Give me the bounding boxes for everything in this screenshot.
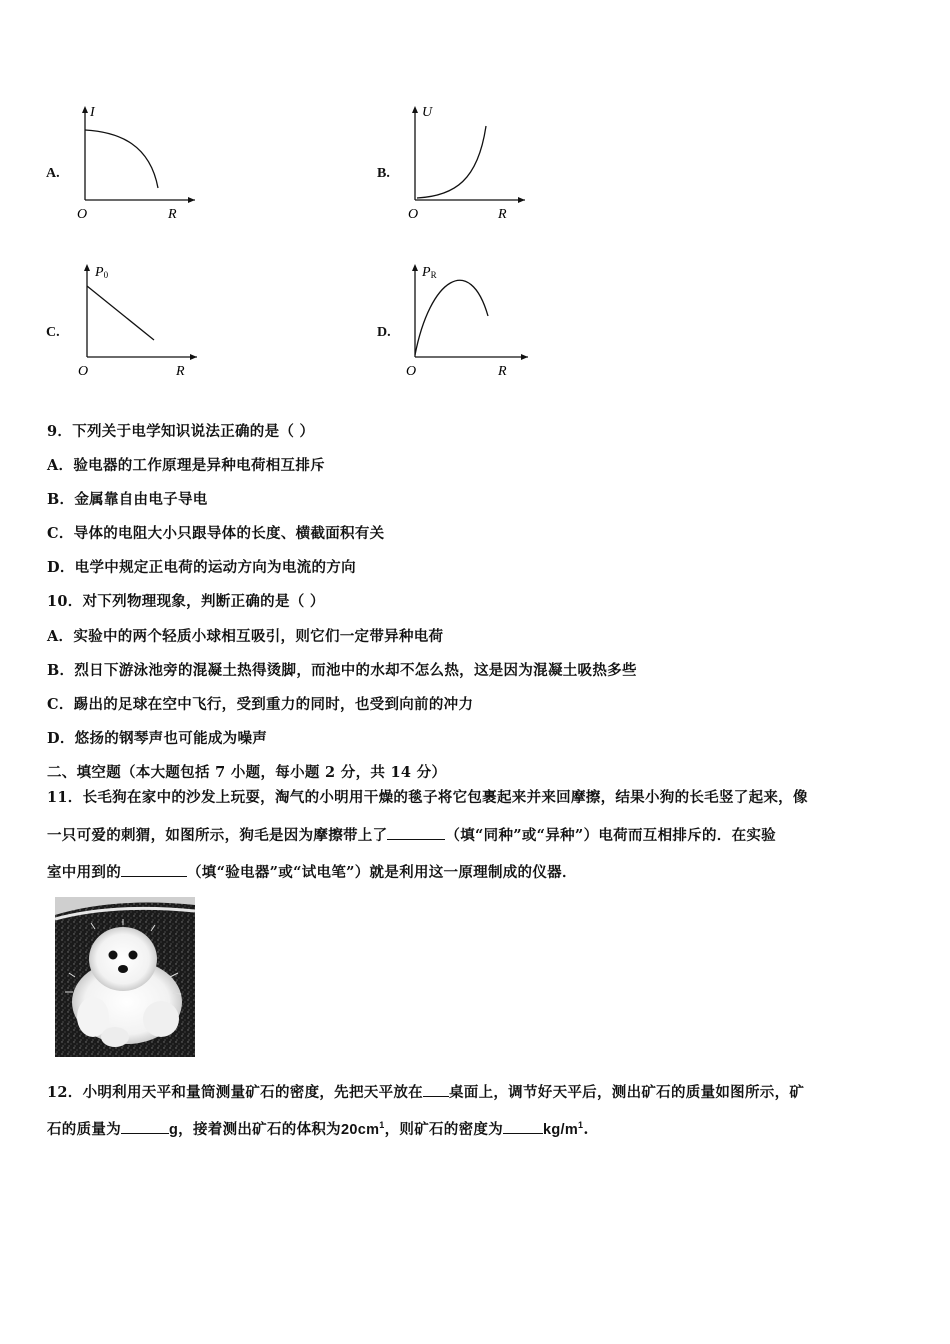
q12-volume: 20cm <box>340 1122 380 1138</box>
graph-a-x-label: R <box>168 207 177 222</box>
fluffy-dog-image <box>55 897 195 1057</box>
q12-line-2a: 石的质量为 <box>47 1121 121 1138</box>
graph-c-origin: O <box>78 364 89 379</box>
q9-option-b: B．金属靠自由电子导电 <box>47 491 208 508</box>
graph-d-svg <box>400 258 540 383</box>
option-a-label: A. <box>46 166 60 181</box>
q12-line-1b: 桌面上，调节好天平后，测出矿石的质量如图所示，矿 <box>448 1084 805 1101</box>
graph-b-y-label: U <box>422 105 433 120</box>
q10-stem: 10．对下列物理现象，判断正确的是（ ） <box>47 593 325 610</box>
graph-b-x-label: R <box>498 207 507 222</box>
graph-c-x-label: R <box>176 364 185 379</box>
graph-a <box>70 100 210 225</box>
q12-blank-3[interactable] <box>503 1119 543 1134</box>
q11-line-3a: 室中用到的 <box>47 864 121 881</box>
q12-line-2 <box>47 1118 589 1139</box>
q12-unit-g: g <box>169 1122 179 1138</box>
q11-blank-2[interactable] <box>121 862 187 877</box>
q9-option-c: C．导体的电阻大小只跟导体的长度、横截面积有关 <box>47 525 385 542</box>
q10-option-d: D．悠扬的钢琴声也可能成为噪声 <box>47 730 268 747</box>
q11-line-3 <box>47 861 577 882</box>
q12-end: . <box>583 1121 589 1138</box>
q11-line-2 <box>47 824 776 845</box>
q9-stem: 9．下列关于电学知识说法正确的是（ ） <box>47 423 315 440</box>
graph-b <box>400 100 540 225</box>
q12-sup-2: 1 <box>578 1120 584 1131</box>
option-b-label: B. <box>377 166 390 181</box>
graph-c-y-label: P0 <box>95 265 109 280</box>
q12-line-1 <box>47 1081 804 1102</box>
graph-c-svg <box>72 258 212 383</box>
graph-d-x-label: R <box>498 364 507 379</box>
q9-option-d: D．电学中规定正电荷的运动方向为电流的方向 <box>47 559 356 576</box>
q10-option-a: A．实验中的两个轻质小球相互吸引，则它们一定带异种电荷 <box>47 628 444 645</box>
graph-b-svg <box>400 100 540 225</box>
graph-c-y-sub: 0 <box>103 270 109 280</box>
q11-line-2b: （填“同种”或“异种”）电荷而互相排斥的．在实验 <box>445 827 776 844</box>
q11-line-3b: （填“验电器”或“试电笔”）就是利用这一原理制成的仪器． <box>187 864 577 881</box>
q12-blank-1[interactable] <box>423 1082 449 1097</box>
graph-a-svg <box>70 100 210 225</box>
graph-c <box>72 258 212 383</box>
q12-unit-density: kg/m <box>543 1122 579 1138</box>
q12-line-2b: ，接着测出矿石的体积为 <box>178 1121 341 1138</box>
q10-option-b: B．烈日下游泳池旁的混凝土热得烫脚，而池中的水却不怎么热，这是因为混凝土吸热多些 <box>47 662 637 679</box>
fluffy-dog-photo <box>55 897 195 1057</box>
option-d-label: D. <box>377 325 391 340</box>
q12-blank-2[interactable] <box>121 1119 169 1134</box>
section-2-title: 二、填空题（本大题包括 7 小题，每小题 2 分，共 14 分） <box>47 764 447 781</box>
option-c-label: C. <box>46 325 60 340</box>
graph-d-y-sub: R <box>430 270 437 280</box>
graph-d-origin: O <box>406 364 417 379</box>
graph-a-origin: O <box>77 207 88 222</box>
q11-line-2a: 一只可爱的刺猬，如图所示，狗毛是因为摩擦带上了 <box>47 827 388 844</box>
q11-blank-1[interactable] <box>387 825 445 840</box>
q12-line-1a: 12．小明利用天平和量筒测量矿石的密度，先把天平放在 <box>47 1084 423 1101</box>
graph-d <box>400 258 540 383</box>
q12-line-2c: ，则矿石的密度为 <box>384 1121 503 1138</box>
graph-b-origin: O <box>408 207 419 222</box>
q9-option-a: A．验电器的工作原理是异种电荷相互排斥 <box>47 457 325 474</box>
q12-sup-1: 1 <box>379 1120 385 1131</box>
q10-option-c: C．踢出的足球在空中飞行，受到重力的同时，也受到向前的冲力 <box>47 696 474 713</box>
q11-line-1: 11．长毛狗在家中的沙发上玩耍，淘气的小明用干燥的毯子将它包裹起来并来回摩擦，结果小狗的长毛竖了起来，像 <box>47 789 808 806</box>
graph-a-y-label: I <box>90 105 95 120</box>
graph-d-y-label: PR <box>422 265 437 280</box>
